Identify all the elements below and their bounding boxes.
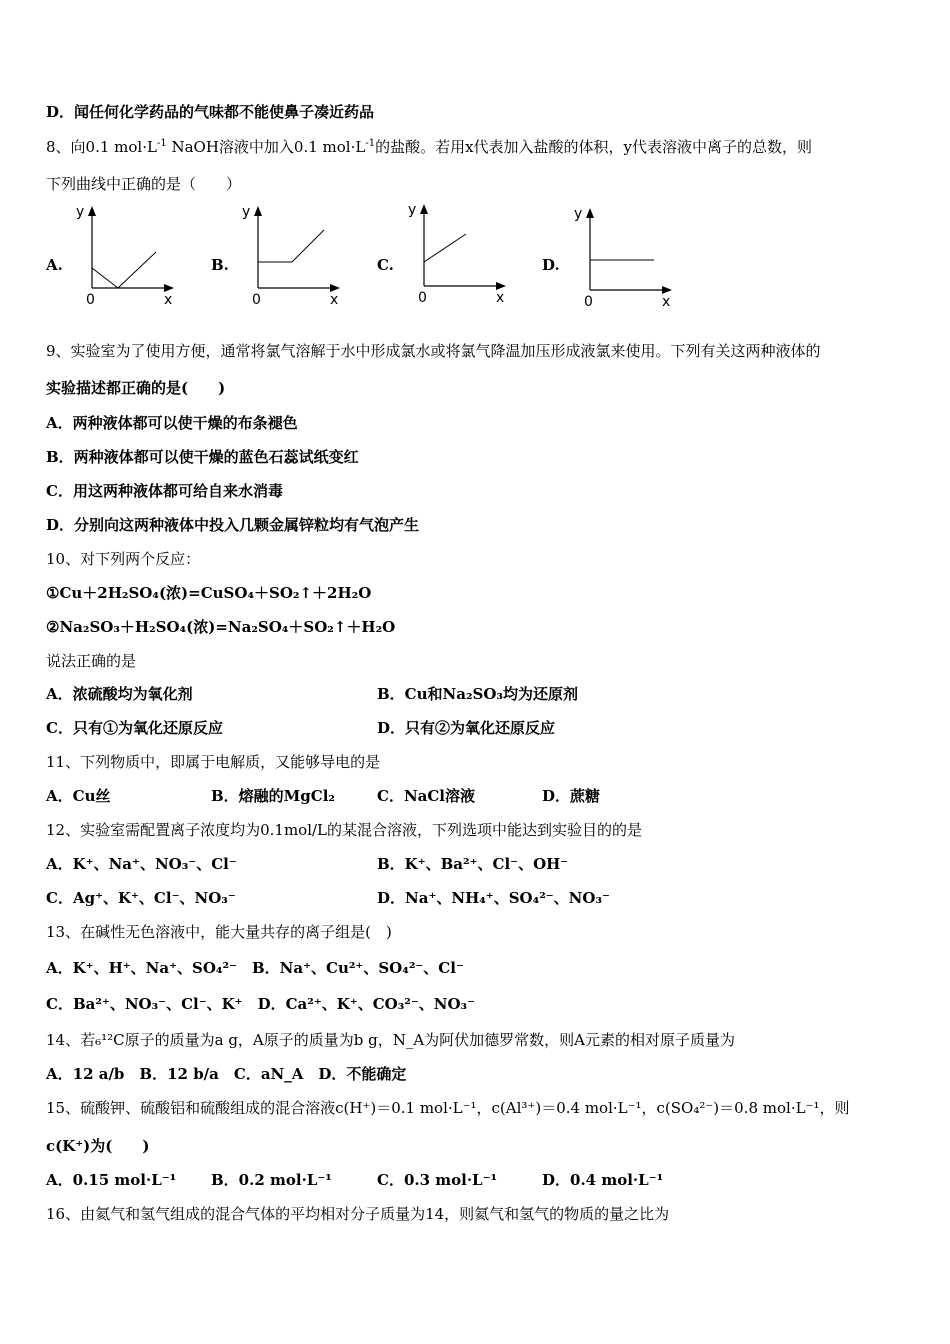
q9-option-a: A．两种液体都可以使干燥的布条褪色: [46, 414, 298, 432]
q8-stem-part-a: 8、向0.1 mol·L: [46, 138, 157, 156]
graph-label-c: C.: [377, 256, 394, 274]
q9-stem-line1: 9、实验室为了使用方便，通常将氯气溶解于水中形成氯水或将氯气降温加压形成液氯来使用。下列有关这两种液体的: [46, 342, 821, 360]
q11-option-a: A．Cu丝: [46, 787, 111, 805]
q15-stem-line2: c(K⁺)为( ): [46, 1137, 150, 1155]
q9-stem-line2: 实验描述都正确的是( ): [46, 379, 226, 397]
q10-option-c: C．只有①为氧化还原反应: [46, 719, 223, 737]
q14-stem: 14、若₆¹²C原子的质量为a g，A原子的质量为b g，N_A为阿伏加德罗常数，则A元素的相对原子质量为: [46, 1031, 736, 1049]
graph-c: [402, 200, 512, 312]
graph-c-origin: 0: [418, 290, 427, 306]
q11-option-d: D．蔗糖: [542, 787, 601, 805]
q8-stem-part-b: NaOH溶液中加入0.1 mol·L: [166, 138, 366, 156]
q15-option-b: B．0.2 mol·L⁻¹: [211, 1171, 332, 1189]
graph-b-y-label: y: [242, 204, 251, 220]
q13-stem: 13、在碱性无色溶液中，能大量共存的离子组是( ): [46, 923, 392, 941]
q8-stem-line2: 下列曲线中正确的是（ ）: [46, 175, 242, 193]
q12-option-d: D．Na⁺、NH₄⁺、SO₄²⁻、NO₃⁻: [377, 889, 610, 907]
q11-stem: 11、下列物质中，即属于电解质，又能够导电的是: [46, 753, 381, 771]
q9-option-c: C．用这两种液体都可给自来水消毒: [46, 482, 283, 500]
q10-reaction-2: ②Na₂SO₃＋H₂SO₄(浓)=Na₂SO₄＋SO₂↑＋H₂O: [46, 618, 396, 636]
q10-prompt: 说法正确的是: [46, 652, 137, 670]
q7-option-d: D．闻任何化学药品的气味都不能使鼻子凑近药品: [46, 103, 375, 121]
q13-options-line1: A．K⁺、H⁺、Na⁺、SO₄²⁻ B．Na⁺、Cu²⁺、SO₄²⁻、Cl⁻: [46, 959, 464, 977]
q15-option-d: D．0.4 mol·L⁻¹: [542, 1171, 664, 1189]
graph-a-origin: 0: [86, 292, 95, 308]
q8-sup-2: -1: [365, 138, 376, 149]
graph-label-a: A.: [46, 256, 63, 274]
q15-option-a: A．0.15 mol·L⁻¹: [46, 1171, 177, 1189]
q16-stem: 16、由氦气和氢气组成的混合气体的平均相对分子质量为14，则氦气和氢气的物质的量之比为: [46, 1205, 670, 1223]
graph-b-origin: 0: [252, 292, 261, 308]
q9-option-d: D．分别向这两种液体中投入几颗金属锌粒均有气泡产生: [46, 516, 420, 534]
q13-options-line2: C．Ba²⁺、NO₃⁻、Cl⁻、K⁺ D．Ca²⁺、K⁺、CO₃²⁻、NO₃⁻: [46, 995, 476, 1013]
q10-option-b: B．Cu和Na₂SO₃均为还原剂: [377, 685, 578, 703]
q11-option-b: B．熔融的MgCl₂: [211, 787, 335, 805]
graph-c-y-label: y: [408, 202, 417, 218]
q14-options: A．12 a/b B．12 b/a C．aN_A D．不能确定: [46, 1065, 407, 1083]
graph-c-x-label: x: [496, 290, 505, 306]
q12-option-c: C．Ag⁺、K⁺、Cl⁻、NO₃⁻: [46, 889, 236, 907]
graph-d: [568, 200, 678, 312]
graph-d-x-label: x: [662, 294, 671, 310]
graph-d-origin: 0: [584, 294, 593, 310]
graph-a-y-label: y: [76, 204, 85, 220]
q15-stem-line1: 15、硫酸钾、硫酸铝和硫酸组成的混合溶液c(H⁺)＝0.1 mol·L⁻¹，c(Al³⁺)＝0.4 mol·L⁻¹，c(SO₄²⁻)＝0.8 mol·L⁻¹，则: [46, 1099, 850, 1117]
q8-sup-1: -1: [156, 138, 167, 149]
q9-option-b: B．两种液体都可以使干燥的蓝色石蕊试纸变红: [46, 448, 359, 466]
graph-b-x-label: x: [330, 292, 339, 308]
q12-option-a: A．K⁺、Na⁺、NO₃⁻、Cl⁻: [46, 855, 237, 873]
q10-option-d: D．只有②为氧化还原反应: [377, 719, 556, 737]
q11-option-c: C．NaCl溶液: [377, 787, 476, 805]
graph-d-y-label: y: [574, 206, 583, 222]
q10-stem: 10、对下列两个反应：: [46, 550, 201, 568]
graph-label-b: B.: [211, 256, 229, 274]
graph-a: [70, 200, 180, 312]
graph-b: [236, 200, 346, 312]
q12-stem: 12、实验室需配置离子浓度均为0.1mol/L的某混合溶液，下列选项中能达到实验目的的是: [46, 821, 643, 839]
q8-stem-line1: [46, 137, 812, 157]
q10-reaction-1: ①Cu＋2H₂SO₄(浓)=CuSO₄＋SO₂↑＋2H₂O: [46, 584, 372, 602]
q12-option-b: B．K⁺、Ba²⁺、Cl⁻、OH⁻: [377, 855, 569, 873]
graph-a-x-label: x: [164, 292, 173, 308]
q10-option-a: A．浓硫酸均为氧化剂: [46, 685, 193, 703]
graph-label-d: D.: [542, 256, 560, 274]
q8-stem-part-c: 的盐酸。若用x代表加入盐酸的体积，y代表溶液中离子的总数，则: [375, 138, 813, 156]
q15-option-c: C．0.3 mol·L⁻¹: [377, 1171, 498, 1189]
